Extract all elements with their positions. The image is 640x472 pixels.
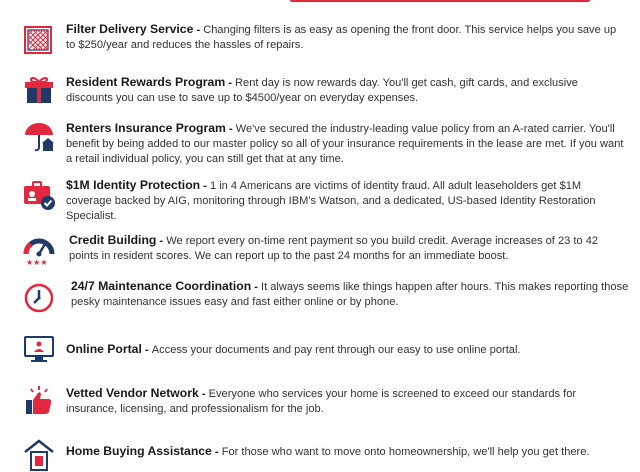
benefit-description: We report every on-time rent payment so you build credit. Average increases of 23 to 42 points in resident scores. We can report up to the past 24 months for an immediate boost. xyxy=(69,235,599,262)
benefit-text: Online Portal - Access your documents and pay rent through our easy to use online portal. xyxy=(66,342,521,356)
benefit-description: 1 in 4 Americans are victims of identity fraud. All adult leaseholders get $1M coverage backed by AIG, monitoring through IBM's Watson, and a dedicated, US-based Identity Restoration Specialist. xyxy=(66,180,596,222)
benefit-title: $1M Identity Protection xyxy=(66,178,201,192)
benefit-title: Filter Delivery Service xyxy=(66,22,194,36)
umbrella-house-icon xyxy=(22,121,56,155)
svg-text:★★★: ★★★ xyxy=(26,258,48,266)
benefit-title: Home Buying Assistance xyxy=(66,444,212,458)
benefit-title: Renters Insurance Program xyxy=(66,121,226,135)
benefit-title: Resident Rewards Program xyxy=(66,75,226,89)
clock-icon xyxy=(22,281,56,315)
benefit-title: Credit Building xyxy=(69,233,157,247)
id-shield-icon xyxy=(22,178,56,212)
thumbs-up-icon xyxy=(22,384,56,418)
benefit-text: Filter Delivery Service - Changing filters is as easy as opening the front door. This service helps you save up to $250/year and reduces the hassles of repairs. xyxy=(66,22,617,51)
benefit-description: Access your documents and pay rent through our easy to use online portal. xyxy=(151,344,521,356)
benefit-description: Everyone who services your home is screened to exceed our standards for insurance, licensing, and professionalism for the job. xyxy=(66,388,577,415)
cropped-heading xyxy=(0,0,640,4)
credit-gauge-icon xyxy=(22,232,56,266)
air-filter-icon xyxy=(22,24,56,58)
gift-box-icon xyxy=(22,73,56,107)
heading-accent-fragment xyxy=(290,0,590,2)
benefit-title: Online Portal xyxy=(66,342,142,356)
benefit-text: Renters Insurance Program - We've secured the industry-leading value policy from an A-rated carrier. You'll benefit by being added to our master policy so all of your insurance requirements in the lease are met. If you want a retail individual policy, you can still get that at any time. xyxy=(66,121,624,165)
benefit-title: Vetted Vendor Network xyxy=(66,386,199,400)
benefit-text: Vetted Vendor Network - Everyone who services your home is screened to exceed our standards for insurance, licensing, and professionalism for the job. xyxy=(66,386,577,415)
benefit-text: Resident Rewards Program - Rent day is now rewards day. You'll get cash, gift cards, and exclusive discounts you can use to save up to $4500/year on everyday expenses. xyxy=(66,75,578,104)
benefit-text: Credit Building - We report every on-time rent payment so you build credit. Average increases of 23 to 42 points in resident scores. We can report up to the past 24 months for an immediate boost. xyxy=(69,233,599,262)
benefit-title: 24/7 Maintenance Coordination xyxy=(71,279,252,293)
benefit-text: $1M Identity Protection - 1 in 4 Americans are victims of identity fraud. All adult leaseholders get $1M coverage backed by AIG, monitoring through IBM's Watson, and a dedicated, US-based Identity Restoration Specialist. xyxy=(66,178,596,222)
computer-monitor-icon xyxy=(22,332,56,366)
benefit-text: Home Buying Assistance - For those who want to move onto homeownership, we'll help you get there. xyxy=(66,444,590,458)
benefit-description: Changing filters is as easy as opening the front door. This service helps you save up to $250/year and reduces the hassles of repairs. xyxy=(66,24,617,51)
benefit-description: We've secured the industry-leading value policy from an A-rated carrier. You'll benefit by being added to our master policy so all of your insurance requirements in the lease are met. If you want a retail individual policy, you can still get that at any time. xyxy=(66,123,624,165)
house-document-icon xyxy=(22,438,56,472)
benefit-description: For those who want to move onto homeownership, we'll help you get there. xyxy=(221,446,590,458)
benefit-description: It always seems like things happen after hours. This makes reporting those pesky maintenance issues easy and fast either online or by phone. xyxy=(71,281,629,308)
benefit-text: 24/7 Maintenance Coordination - It always seems like things happen after hours. This makes reporting those pesky maintenance issues easy and fast either online or by phone. xyxy=(71,279,629,308)
benefit-description: Rent day is now rewards day. You'll get cash, gift cards, and exclusive discounts you can use to save up to $4500/year on everyday expenses. xyxy=(66,77,578,104)
